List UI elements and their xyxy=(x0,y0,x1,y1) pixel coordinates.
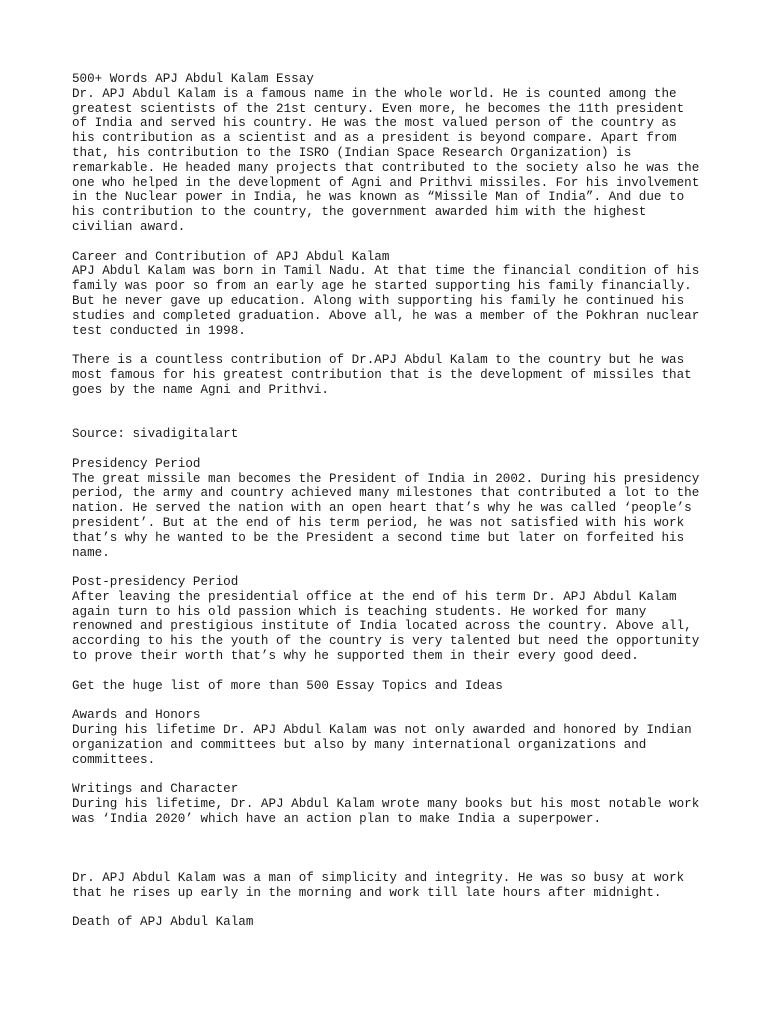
simplicity-line: that he rises up early in the morning and work till late hours after midnight. xyxy=(72,885,662,900)
intro-line: his contribution to the country, the government awarded him with the highest xyxy=(72,205,647,220)
contribution-line: There is a countless contribution of Dr.APJ Abdul Kalam to the country but he was xyxy=(72,353,685,368)
post-line: After leaving the presidential office at the end of his term Dr. APJ Abdul Kalam xyxy=(72,589,677,604)
section-heading: Post-presidency Period xyxy=(72,575,239,590)
writings-section xyxy=(72,782,712,826)
career-line: But he never gave up education. Along with supporting his family he continued his xyxy=(72,293,685,308)
intro-line: that, his contribution to the ISRO (Indian Space Research Organization) is xyxy=(72,145,632,160)
presidency-line: period, the army and country achieved many milestones that contributed a lot to the xyxy=(72,486,700,501)
presidency-line: name. xyxy=(72,545,110,560)
contribution-line: goes by the name Agni and Prithvi. xyxy=(72,382,329,397)
post-line: according to his the youth of the country is very talented but need the opportunity xyxy=(72,634,700,649)
simplicity-section xyxy=(72,871,712,901)
intro-section xyxy=(72,72,712,235)
presidency-line: president’. But at the end of his term period, he was not satisfied with his work xyxy=(72,515,685,530)
awards-line: During his lifetime Dr. APJ Abdul Kalam was not only awarded and honored by Indian xyxy=(72,723,692,738)
intro-line: civilian award. xyxy=(72,219,186,234)
contribution-section xyxy=(72,353,712,397)
awards-line: committees. xyxy=(72,752,156,767)
career-line: APJ Abdul Kalam was born in Tamil Nadu. At that time the financial condition of his xyxy=(72,264,700,279)
essay-title: 500+ Words APJ Abdul Kalam Essay xyxy=(72,72,314,86)
essay-list-section xyxy=(72,679,712,694)
presidency-line: nation. He served the nation with an open heart that’s why he was called ‘people’s xyxy=(72,501,692,516)
contribution-line: most famous for his greatest contribution that is the development of missiles that xyxy=(72,367,692,382)
section-heading: Career and Contribution of APJ Abdul Kalam xyxy=(72,249,390,264)
intro-line: in the Nuclear power in India, he was known as “Missile Man of India”. And due to xyxy=(72,190,685,205)
document-page xyxy=(72,72,712,945)
essay-list-line: Get the huge list of more than 500 Essay Topics and Ideas xyxy=(72,678,503,693)
writings-line: During his lifetime, Dr. APJ Abdul Kalam wrote many books but his most notable work xyxy=(72,797,700,812)
section-heading: Presidency Period xyxy=(72,456,201,471)
career-line: studies and completed graduation. Above all, he was a member of the Pokhran nuclear xyxy=(72,308,700,323)
awards-section xyxy=(72,708,712,767)
intro-line: of India and served his country. He was the most valued person of the country as xyxy=(72,116,677,131)
career-section xyxy=(72,250,712,339)
presidency-section xyxy=(72,457,712,561)
section-heading: Death of APJ Abdul Kalam xyxy=(72,915,254,930)
presidency-line: The great missile man becomes the President of India in 2002. During his presidency xyxy=(72,471,700,486)
intro-line: remarkable. He headed many projects that contributed to the society also he was the xyxy=(72,160,700,175)
blank-gap xyxy=(72,412,712,427)
intro-line: greatest scientists of the 21st century. Even more, he becomes the 11th president xyxy=(72,101,685,116)
career-line: family was poor so from an early age he started supporting his family financially. xyxy=(72,279,692,294)
simplicity-line: Dr. APJ Abdul Kalam was a man of simplicity and integrity. He was so busy at work xyxy=(72,871,685,886)
presidency-line: that’s why he wanted to be the President a second time but later on forfeited his xyxy=(72,530,685,545)
post-line: to prove their worth that’s why he supported them in their every good deed. xyxy=(72,649,639,664)
section-heading: Awards and Honors xyxy=(72,708,201,723)
writings-line: was ‘India 2020’ which have an action plan to make India a superpower. xyxy=(72,811,602,826)
awards-line: organization and committees but also by many international organizations and xyxy=(72,737,647,752)
post-presidency-section xyxy=(72,575,712,664)
blank-gap xyxy=(72,841,712,871)
intro-line: his contribution as a scientist and as a president is beyond compare. Apart from xyxy=(72,131,677,146)
source-section xyxy=(72,427,712,442)
intro-line: one who helped in the development of Agni and Prithvi missiles. For his involvement xyxy=(72,175,700,190)
career-line: test conducted in 1998. xyxy=(72,323,246,338)
section-heading: Writings and Character xyxy=(72,782,239,797)
source-line: Source: sivadigitalart xyxy=(72,427,239,442)
post-line: renowned and prestigious institute of India located across the country. Above all, xyxy=(72,619,692,634)
post-line: again turn to his old passion which is teaching students. He worked for many xyxy=(72,604,647,619)
intro-line: Dr. APJ Abdul Kalam is a famous name in the whole world. He is counted among the xyxy=(72,86,677,101)
death-section xyxy=(72,915,712,930)
